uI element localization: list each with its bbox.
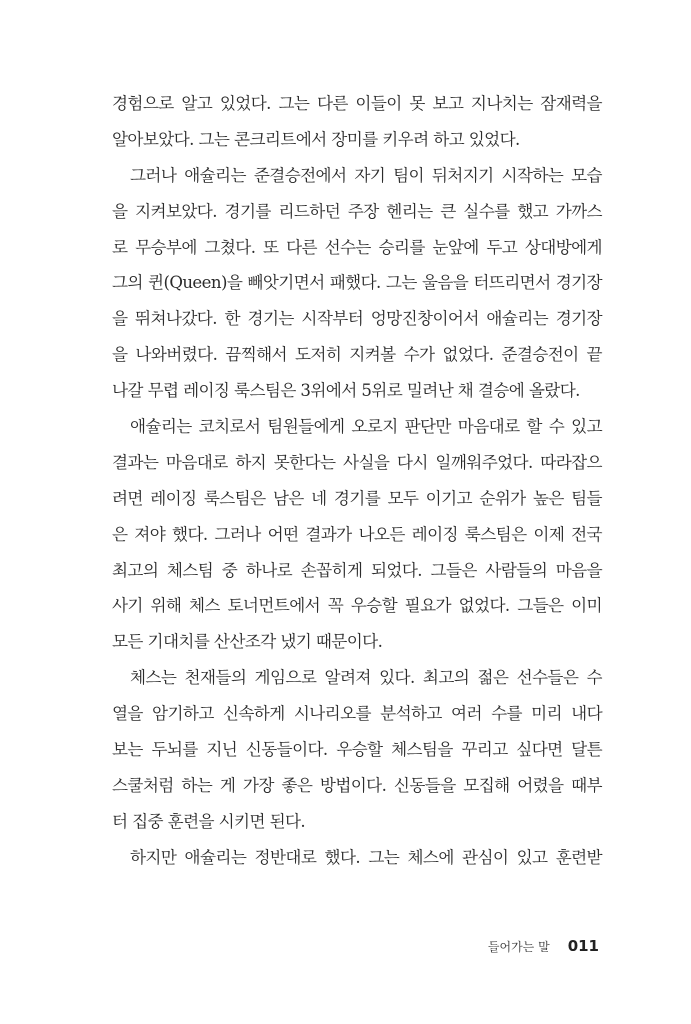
text-line: 터 집중 훈련을 시키면 된다. [112,811,306,831]
text-line: 최고의 체스팀 중 하나로 손꼽히게 되었다. 그들은 사람들의 마음을 [112,560,602,580]
text-line: 체스는 천재들의 게임으로 알려져 있다. 최고의 젊은 선수들은 수 [130,668,602,688]
page-footer [488,937,599,955]
text-line: 그러나 애슐리는 준결승전에서 자기 팀이 뒤처지기 시작하는 모습 [130,165,602,185]
text-line: 을 뛰쳐나갔다. 한 경기는 시작부터 엉망진창이어서 애슐리는 경기장 [112,309,602,329]
page-number: 011 [567,937,599,955]
text-line: 경험으로 알고 있었다. 그는 다른 이들이 못 보고 지나치는 잠재력을 [112,94,602,113]
text-line: 모든 기대치를 산산조각 냈기 때문이다. [112,632,383,652]
text-line: 그의 퀸(Queen)을 빼앗기면서 패했다. 그는 울음을 터뜨리면서 경기장 [112,273,602,293]
text-line: 나갈 무렵 레이징 룩스팀은 3위에서 5위로 밀려난 채 결승에 올랐다. [112,381,580,401]
text-line: 보는 두뇌를 지닌 신동들이다. 우승할 체스팀을 꾸리고 싶다면 달튼 [112,740,602,760]
text-line: 애슐리는 코치로서 팀원들에게 오로지 판단만 마음대로 할 수 있고 [130,417,602,437]
text-line: 열을 암기하고 신속하게 시나리오를 분석하고 여러 수를 미리 내다 [112,704,602,724]
text-line: 결과는 마음대로 하지 못한다는 사실을 다시 일깨워주었다. 따라잡으 [112,452,602,472]
body-text [112,86,602,876]
text-line: 알아보았다. 그는 콘크리트에서 장미를 키우려 하고 있었다. [112,129,520,149]
text-line: 은 져야 했다. 그러나 어떤 결과가 나오든 레이징 룩스팀은 이제 전국 [112,524,602,544]
text-line: 스쿨처럼 하는 게 가장 좋은 방법이다. 신동들을 모집해 어렸을 때부 [112,775,602,795]
text-line: 사기 위해 체스 토너먼트에서 꼭 우승할 필요가 없었다. 그들은 이미 [112,596,602,616]
text-line: 려면 레이징 룩스팀은 남은 네 경기를 모두 이기고 순위가 높은 팀들 [112,488,602,508]
text-line: 로 무승부에 그쳤다. 또 다른 선수는 승리를 눈앞에 두고 상대방에게 [112,237,602,257]
text-line: 을 지켜보았다. 경기를 리드하던 주장 헨리는 큰 실수를 했고 가까스 [112,201,602,221]
running-head: 들어가는 말 [487,940,550,954]
text-line: 을 나와버렸다. 끔찍해서 도저히 지켜볼 수가 없었다. 준결승전이 끝 [112,345,602,365]
text-line: 하지만 애슐리는 정반대로 했다. 그는 체스에 관심이 있고 훈련받 [130,847,602,867]
